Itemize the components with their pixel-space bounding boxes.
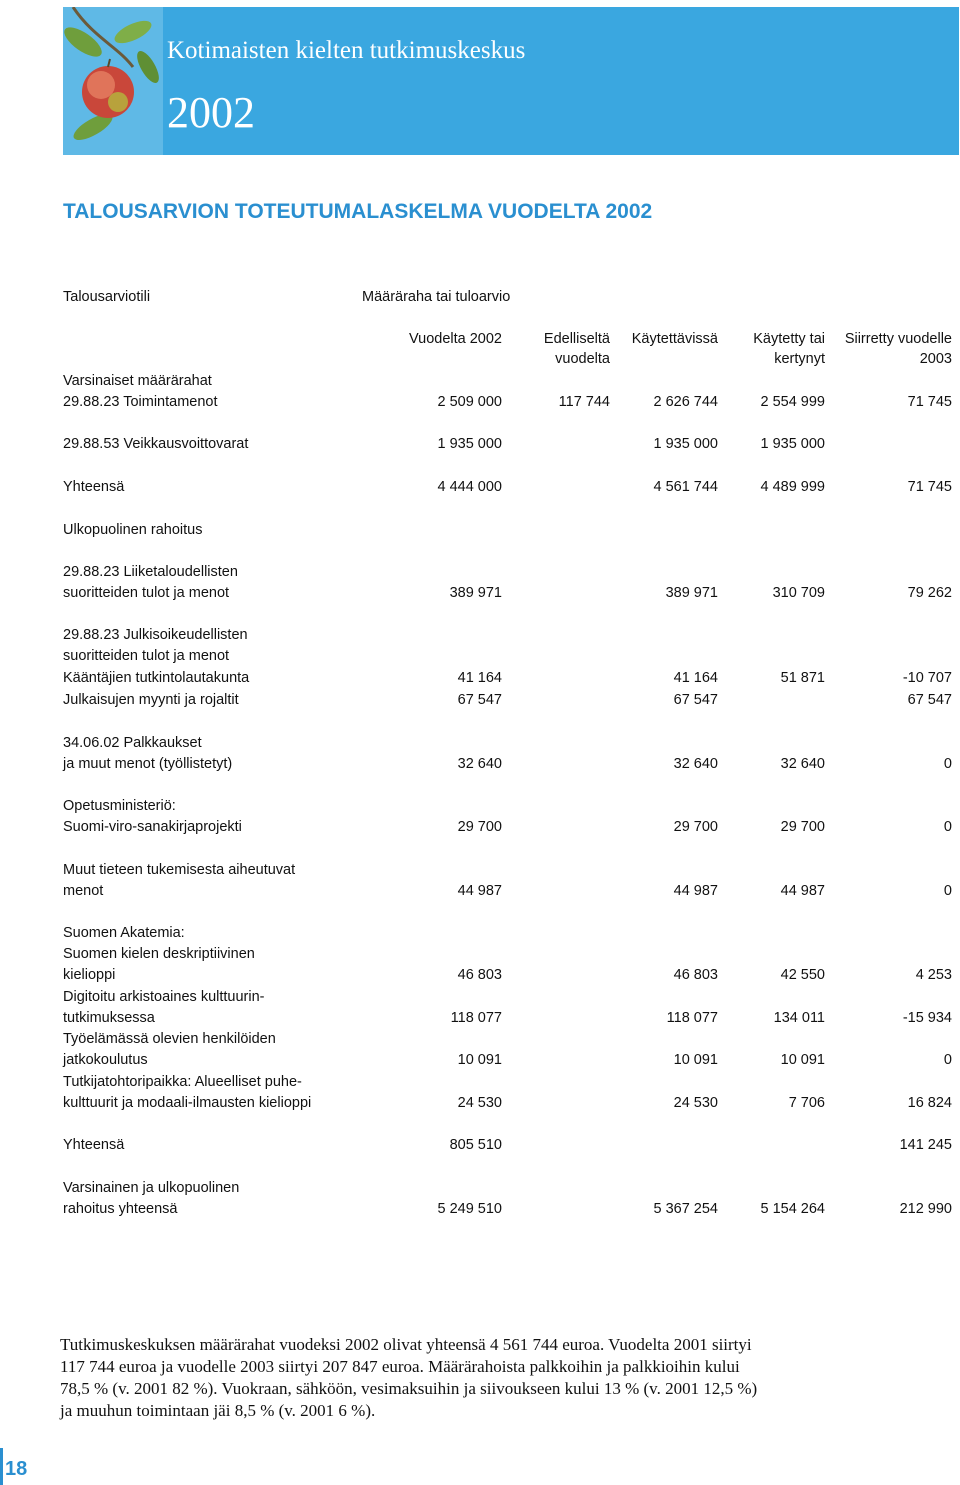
apple-branch-image bbox=[63, 7, 163, 155]
row-value: 29 700 bbox=[457, 819, 502, 835]
row-label: jatkokoulutus bbox=[63, 1052, 148, 1068]
row-value: 79 262 bbox=[907, 585, 952, 601]
row-value: 16 824 bbox=[907, 1095, 952, 1111]
row-label: ja muut menot (työllistetyt) bbox=[63, 756, 233, 772]
row-label: kielioppi bbox=[63, 967, 116, 983]
row-value: 118 077 bbox=[450, 1010, 502, 1026]
row-value: 10 091 bbox=[457, 1052, 502, 1068]
row-label: 29.88.23 Toimintamenot bbox=[63, 394, 218, 410]
row-label: 34.06.02 Palkkaukset bbox=[63, 735, 202, 751]
row-value: 32 640 bbox=[780, 756, 825, 772]
row-value: 0 bbox=[943, 1052, 952, 1068]
page-margin-bar bbox=[0, 1448, 3, 1485]
column-header-transferred-2: 2003 bbox=[919, 351, 952, 367]
row-value: 1 935 000 bbox=[653, 436, 718, 452]
row-value: 7 706 bbox=[788, 1095, 825, 1111]
row-value: 41 164 bbox=[673, 670, 718, 686]
column-header-transferred-1: Siirretty vuodelle bbox=[844, 331, 952, 347]
row-value: 117 744 bbox=[558, 394, 610, 410]
header-banner bbox=[63, 7, 959, 155]
row-value: 2 509 000 bbox=[437, 394, 502, 410]
row-value: 32 640 bbox=[457, 756, 502, 772]
row-value: -15 934 bbox=[902, 1010, 952, 1026]
row-value: 0 bbox=[943, 756, 952, 772]
row-value: 0 bbox=[943, 883, 952, 899]
summary-line: Tutkimuskeskuksen määrärahat vuodeksi 2002 olivat yhteensä 4 561 744 euroa. Vuodelta 2001 siirtyi bbox=[60, 1335, 752, 1354]
row-value: 4 561 744 bbox=[653, 479, 718, 495]
row-value: 1 935 000 bbox=[760, 436, 825, 452]
row-value: 805 510 bbox=[449, 1137, 502, 1153]
row-value: 0 bbox=[943, 819, 952, 835]
row-value: 10 091 bbox=[673, 1052, 718, 1068]
row-label: 29.88.53 Veikkausvoittovarat bbox=[63, 436, 249, 452]
row-label: kulttuurit ja modaali-ilmausten kielioppi bbox=[63, 1095, 312, 1111]
row-value: 67 547 bbox=[673, 692, 718, 708]
summary-line: 117 744 euroa ja vuodelle 2003 siirtyi 207 847 euroa. Määrärahoista palkkoihin ja palkkioihin kului bbox=[60, 1357, 740, 1376]
row-value: 44 987 bbox=[673, 883, 718, 899]
row-value: 71 745 bbox=[907, 479, 952, 495]
summary-paragraph bbox=[60, 1334, 960, 1422]
column-header-used-2: kertynyt bbox=[774, 351, 825, 367]
row-value: 1 935 000 bbox=[437, 436, 502, 452]
page-title: TALOUSARVION TOTEUTUMALASKELMA VUODELTA 2002 bbox=[63, 200, 653, 223]
row-value: 4 489 999 bbox=[760, 479, 825, 495]
row-label: Muut tieteen tukemisesta aiheutuvat bbox=[63, 862, 296, 878]
row-label: tutkimuksessa bbox=[63, 1010, 155, 1026]
row-value: 310 709 bbox=[772, 585, 825, 601]
row-value: 5 249 510 bbox=[437, 1201, 502, 1217]
row-value: 46 803 bbox=[673, 967, 718, 983]
column-header-previous-year-1: Edelliseltä bbox=[543, 331, 610, 347]
row-value: 134 011 bbox=[773, 1010, 825, 1026]
row-value: 4 253 bbox=[915, 967, 952, 983]
row-value: 67 547 bbox=[907, 692, 952, 708]
column-header-used-1: Käytetty tai bbox=[753, 331, 825, 347]
column-header-year-2002: Vuodelta 2002 bbox=[409, 331, 502, 347]
row-value: 141 245 bbox=[899, 1137, 952, 1153]
row-label: suoritteiden tulot ja menot bbox=[63, 648, 230, 664]
row-label: Varsinainen ja ulkopuolinen bbox=[63, 1180, 240, 1196]
column-header-available: Käytettävissä bbox=[631, 331, 718, 347]
column-header-previous-year-2: vuodelta bbox=[555, 351, 610, 367]
row-label: Tutkijatohtoripaikka: Alueelliset puhe- bbox=[63, 1074, 302, 1090]
row-label: Suomen kielen deskriptiivinen bbox=[63, 946, 255, 962]
row-value: 2 554 999 bbox=[760, 394, 825, 410]
row-value: 44 987 bbox=[780, 883, 825, 899]
row-value: 44 987 bbox=[457, 883, 502, 899]
row-label: suoritteiden tulot ja menot bbox=[63, 585, 230, 601]
row-label: Julkaisujen myynti ja rojaltit bbox=[63, 692, 239, 708]
row-value: 10 091 bbox=[780, 1052, 825, 1068]
row-value: 389 971 bbox=[665, 585, 718, 601]
summary-line: ja muuhun toimintaan jäi 8,5 % (v. 2001 6 %). bbox=[60, 1401, 376, 1420]
row-value: -10 707 bbox=[902, 670, 952, 686]
row-label: Suomen Akatemia: bbox=[63, 925, 185, 941]
row-value: 51 871 bbox=[780, 670, 825, 686]
row-value: 5 154 264 bbox=[760, 1201, 825, 1217]
row-value: 29 700 bbox=[673, 819, 718, 835]
row-label: 29.88.23 Liiketaloudellisten bbox=[63, 564, 238, 580]
row-label: rahoitus yhteensä bbox=[63, 1201, 178, 1217]
row-label: 29.88.23 Julkisoikeudellisten bbox=[63, 627, 248, 643]
row-value: 67 547 bbox=[457, 692, 502, 708]
institution-name: Kotimaisten kielten tutkimuskeskus bbox=[167, 37, 526, 64]
column-header-account: Talousarviotili bbox=[63, 289, 151, 305]
row-value: 118 077 bbox=[666, 1010, 718, 1026]
row-value: 24 530 bbox=[673, 1095, 718, 1111]
row-value: 212 990 bbox=[899, 1201, 952, 1217]
row-value: 24 530 bbox=[457, 1095, 502, 1111]
row-value: 32 640 bbox=[673, 756, 718, 772]
summary-line: 78,5 % (v. 2001 82 %). Vuokraan, sähköön, vesimaksuihin ja siivoukseen kului 13 % (v. 2001 12,5 %) bbox=[60, 1379, 758, 1398]
row-value: 42 550 bbox=[780, 967, 825, 983]
row-label: Kääntäjien tutkintolautakunta bbox=[63, 670, 250, 686]
row-label: Yhteensä bbox=[63, 479, 125, 495]
row-value: 41 164 bbox=[457, 670, 502, 686]
row-value: 4 444 000 bbox=[437, 479, 502, 495]
row-label: menot bbox=[63, 883, 104, 899]
row-label: Yhteensä bbox=[63, 1137, 125, 1153]
row-value: 46 803 bbox=[457, 967, 502, 983]
section-heading-regular: Varsinaiset määrärahat bbox=[63, 373, 212, 389]
row-label: Suomi-viro-sanakirjaprojekti bbox=[63, 819, 242, 835]
row-value: 29 700 bbox=[780, 819, 825, 835]
row-label: Opetusministeriö: bbox=[63, 798, 176, 814]
row-value: 2 626 744 bbox=[653, 394, 718, 410]
column-header-appropriation: Määräraha tai tuloarvio bbox=[362, 289, 511, 305]
row-label: Työelämässä olevien henkilöiden bbox=[63, 1031, 276, 1047]
row-value: 389 971 bbox=[449, 585, 502, 601]
page-number: 18 bbox=[5, 1458, 28, 1480]
row-label: Digitoitu arkistoaines kulttuurin- bbox=[63, 989, 265, 1005]
row-value: 5 367 254 bbox=[653, 1201, 718, 1217]
report-year: 2002 bbox=[167, 88, 255, 137]
section-heading-external: Ulkopuolinen rahoitus bbox=[63, 522, 203, 538]
row-value: 71 745 bbox=[907, 394, 952, 410]
